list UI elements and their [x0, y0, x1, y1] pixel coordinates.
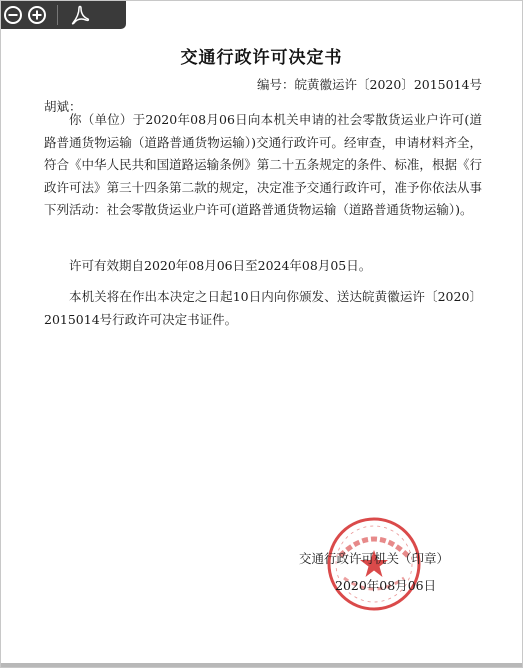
recipient-name: 胡斌：	[44, 99, 82, 114]
pdf-toolbar	[1, 1, 126, 29]
acrobat-pdf-icon	[69, 4, 91, 26]
validity-paragraph: 许可有效期自2020年08月06日至2024年08月05日。	[69, 258, 372, 273]
zoom-in-button[interactable]	[25, 3, 49, 27]
document-title: 交通行政许可决定书	[180, 48, 343, 68]
open-in-acrobat-button[interactable]	[68, 3, 92, 27]
document-number: 编号：皖黄徽运许〔2020〕2015014号	[257, 77, 482, 92]
issuing-authority-signature: 交通行政许可机关（印章）	[299, 551, 450, 566]
issuance-paragraph: 本机关将在作出本决定之日起10日内向你颁发、送达皖黄徽运许〔2020〕2015014号行政许可决定书证件。	[44, 289, 482, 327]
issue-date: 2020年08月06日	[335, 578, 437, 593]
toolbar-separator	[57, 5, 58, 25]
zoom-in-icon	[27, 5, 47, 25]
page-bottom-edge	[1, 663, 522, 667]
zoom-out-button[interactable]	[1, 3, 25, 27]
zoom-out-icon	[3, 5, 23, 25]
decision-paragraph: 你（单位）于2020年08月06日向本机关申请的社会零散货运业户许可(道路普通货物运输（道路普通货物运输）)交通行政许可。经审查，申请材料齐全，符合《中华人民共和国道路运输条例》第二十五条规定的条件、标准，根据《行政许可法》第三十四条第二款的规定，决定准予交通行政许可，准予你依法从事下列活动：社会零散货运业户许可(道路普通货物运输（道路普通货物运输）)。	[44, 112, 482, 217]
